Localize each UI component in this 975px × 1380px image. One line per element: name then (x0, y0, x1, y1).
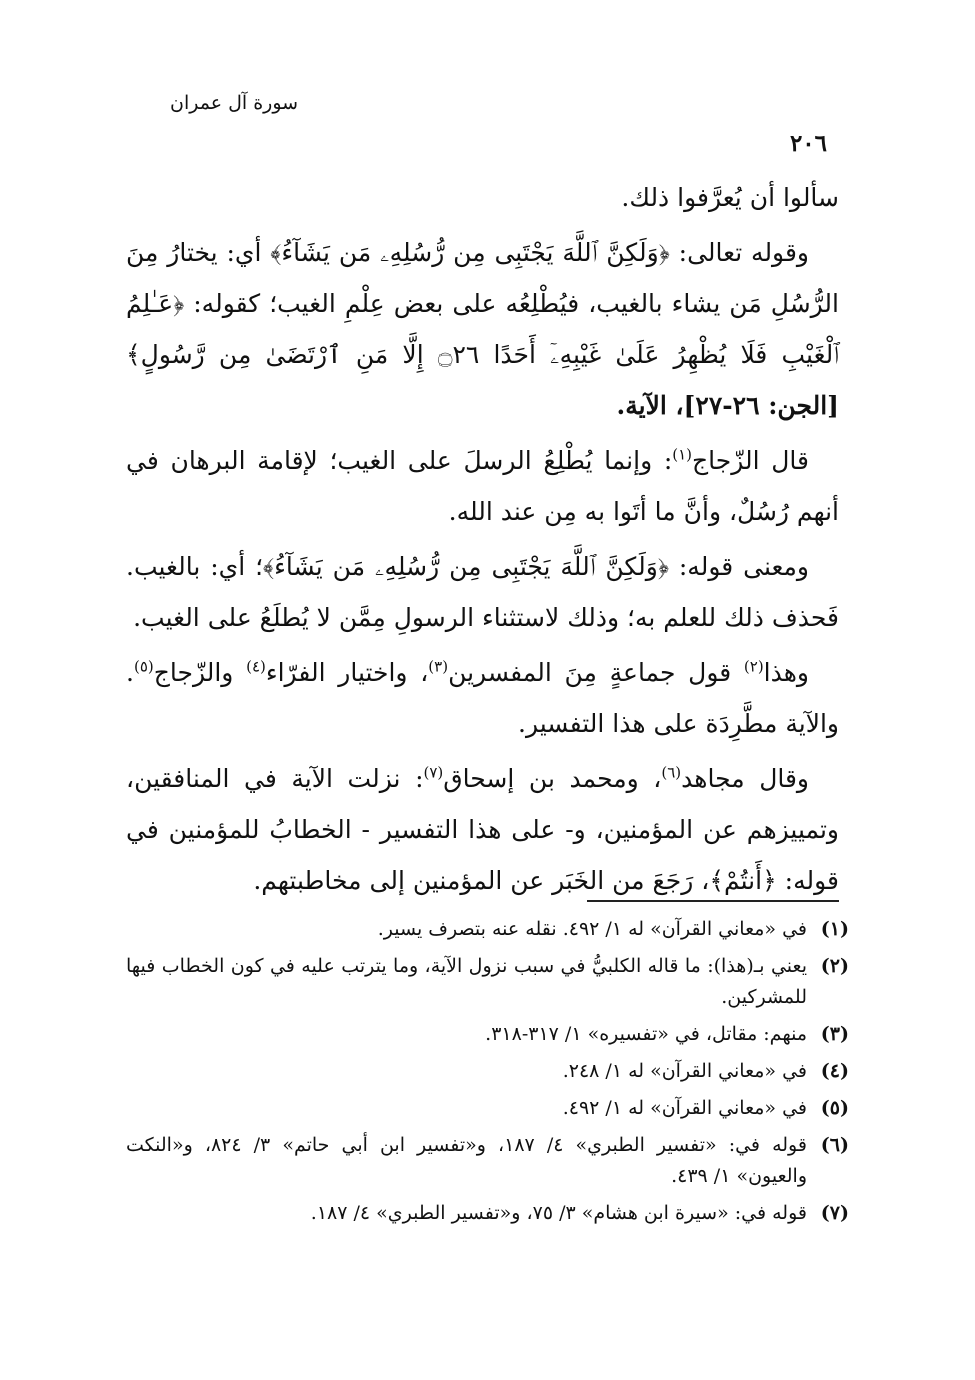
footnote-1 (126, 914, 849, 945)
footnote-4 (126, 1056, 849, 1087)
footnote-number: (٧) (820, 1202, 849, 1224)
footnote-ref: (٦) (661, 763, 682, 782)
footnote-separator (587, 900, 839, 902)
quran-verse: ﴿وَلَكِنَّ ٱللَّهَ يَجْتَبِى مِن رُّسُلِهِۦ مَن يَشَآءُ﴾ (263, 552, 669, 581)
footnote-ref: (٤) (246, 657, 266, 676)
paragraph-1 (126, 172, 839, 223)
quran-verse: ﴿أَنتُمْ﴾ (709, 866, 777, 895)
text: وقال مجاهد (681, 764, 809, 793)
text: : وإنما يُطْلِعُ الرسلَ على الغيب؛ لإقامة البرهان في أنهم رُسُلٌ، وأنَّ ما أتَوا به مِن عند الله. (126, 446, 839, 526)
footnote-text: قوله في: «سيرة ابن هشام» ٣/ ٧٥، و«تفسير الطبري» ٤/ ١٨٧. (310, 1202, 807, 1224)
text: ، واختيار الفرّاء (265, 658, 429, 687)
text: أي: يختارُ مِنَ الرُّسُلِ مَن يشاء بالغيب، فيُطْلِعُه على بعض عِلْمِ الغيب؛ كقوله: (126, 238, 839, 318)
footnote-ref: (٣) (428, 657, 449, 676)
footnote-5 (126, 1093, 849, 1124)
footnote-7 (126, 1198, 849, 1229)
footnote-text: منهم: مقاتل، في «تفسيره» ١/ ٣١٧-٣١٨. (485, 1023, 807, 1045)
main-text (126, 172, 839, 910)
footnote-number: (٣) (820, 1023, 849, 1045)
text: ، ومحمد بن إسحاق (443, 764, 662, 793)
quran-verse: ﴿وَلَكِنَّ ٱللَّهَ يَجْتَبِى مِن رُّسُلِهِۦ مَن يَشَآءُ﴾ (270, 238, 670, 267)
footnote-2 (126, 951, 849, 1013)
footnote-ref: (١) (672, 445, 693, 464)
running-title: سورة آل عمران (170, 92, 299, 114)
quran-verse: ﴿عَـٰلِمُ ٱلْغَيْبِ فَلَا يُظْهِرُ عَلَىٰ غَيْبِهِۦٓ أَحَدًا ۝٢٦ إِلَّا مَنِ ٱرْتَضَىٰ مِن رَّسُولٍ﴾ (126, 289, 840, 369)
footnote-text: في «معاني القرآن» له ١/ ٤٩٢. (562, 1097, 807, 1119)
footnote-number: (٥) (820, 1097, 849, 1119)
paragraph-6 (126, 753, 839, 906)
text: ومعنى قوله: (668, 552, 810, 581)
footnote-number: (٦) (820, 1134, 849, 1156)
footnote-ref: (٢) (743, 657, 764, 676)
footnote-text: في «معاني القرآن» له ١/ ٢٤٨. (562, 1060, 807, 1082)
paragraph-5 (126, 647, 839, 749)
text: . والآية مطَّرِدَة على هذا التفسير. (126, 658, 839, 738)
footnote-number: (١) (820, 918, 849, 940)
footnote-ref: (٥) (133, 657, 154, 676)
footnote-3 (126, 1019, 849, 1050)
footnotes (126, 914, 849, 1235)
paragraph-2 (126, 227, 839, 431)
footnote-text: في «معاني القرآن» له ١/ ٤٩٢. نقله عنه بتصرف يسير. (377, 918, 807, 940)
footnote-6 (126, 1130, 849, 1192)
footnote-text: يعني بـ(هذا): ما قاله الكلبيُّ في سبب نزول الآية، وما يترتب عليه في كون الخطاب فيها للمشركين. (126, 955, 807, 1008)
footnote-number: (٤) (820, 1060, 849, 1082)
text: ؛ أي: بالغيب. فَحذف ذلك للعلم به؛ وذلك لاستثناء الرسولِ مِمَّن لا يُطلَعُ على الغيب. (126, 552, 839, 632)
text: سألوا أن يُعرَّفوا ذلك. (621, 183, 839, 212)
footnote-number: (٢) (820, 955, 849, 977)
text: : نزلت الآية في المنافقين، وتمييزهم عن المؤمنين، و- على هذا التفسير - الخطابُ للمؤمنين في قوله: (126, 764, 839, 895)
text: قول جماعةٍ مِنَ المفسرين (448, 658, 744, 687)
text: والزّجاج (153, 658, 247, 687)
footnote-text: قوله في: «تفسير الطبري» ٤/ ١٨٧، و«تفسير ابن أبي حاتم» ٣/ ٨٢٤، و«النكت والعيون» ١/ ٤٣٩. (126, 1134, 807, 1187)
text: [الجن: ٢٦-٢٧]، الآية. (616, 391, 839, 420)
text: قال الزّجاج (692, 446, 809, 475)
paragraph-3 (126, 435, 839, 537)
text: وقوله تعالى: (669, 238, 809, 267)
paragraph-4 (126, 541, 839, 643)
page-number: ٢٠٦ (789, 130, 827, 157)
text: وهذا (763, 658, 809, 687)
text: ، رَجَعَ من الخَبَر عن المؤمنين إلى مخاطبتهم. (253, 866, 710, 895)
footnote-ref: (٧) (423, 763, 444, 782)
